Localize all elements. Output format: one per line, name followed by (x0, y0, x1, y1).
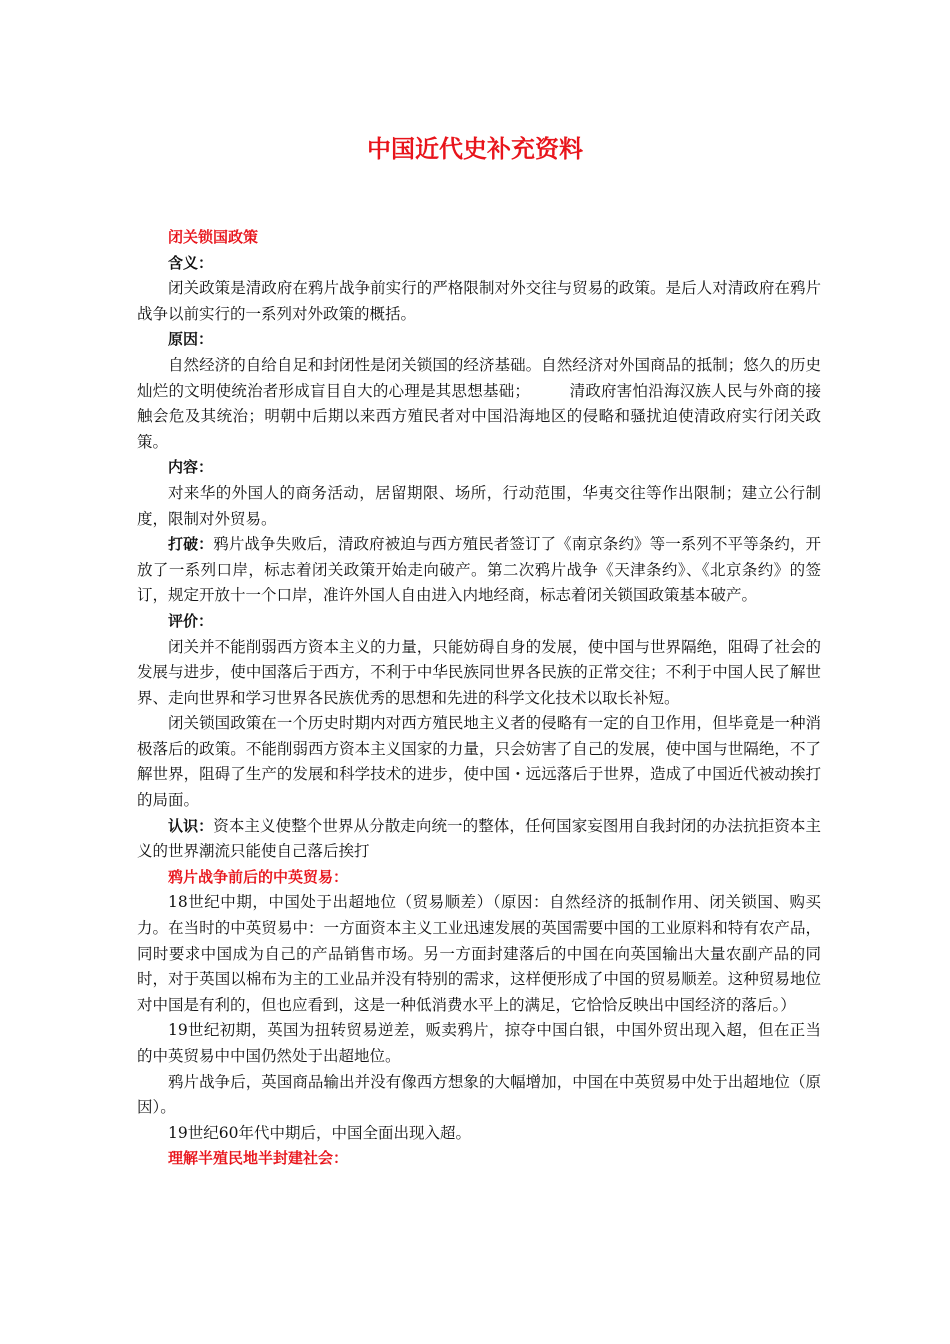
content-label: 内容： (168, 458, 214, 477)
trade-paragraph-3: 鸦片战争后，英国商品输出并没有像西方想象的大幅增加，中国在中英贸易中处于出超地位（原因）。 (137, 1072, 821, 1117)
break-label: 打破： (168, 535, 214, 554)
break-paragraph (137, 532, 821, 609)
cause-label: 原因： (168, 330, 214, 349)
content-paragraph: 对来华的外国人的商务活动，居留期限、场所，行动范围，华夷交往等作出限制；建立公行制度，限制对外贸易。 (137, 483, 821, 528)
document-title: 中国近代史补充资料 (367, 135, 583, 163)
insight-text: 资本主义使整个世界从分散走向统一的整体，任何国家妄图用自我封闭的办法抗拒资本主义的世界潮流只能使自己落后挨打 (137, 816, 821, 861)
section-heading-closed-door-policy: 闭关锁国政策 (168, 228, 259, 246)
document-body (137, 225, 821, 1172)
trade-paragraph-4: 19世纪60年代中期后，中国全面出现入超。 (168, 1123, 471, 1142)
section-heading-sino-british-trade: 鸦片战争前后的中英贸易： (168, 867, 349, 886)
evaluation-paragraph-1: 闭关并不能削弱西方资本主义的力量，只能妨碍自身的发展，使中国与世界隔绝，阻碍了社会的发展与进步，使中国落后于西方，不利于中华民族同世界各民族的正常交往；不利于中国人民了解世界、走向世界和学习世界各民族优秀的思想和先进的科学文化技术以取长补短。 (137, 637, 821, 707)
trade-paragraph-1: 18世纪中期，中国处于出超地位（贸易顺差）（原因：自然经济的抵制作用、闭关锁国、购买力。在当时的中英贸易中：一方面资本主义工业迅速发展的英国需要中国的工业原料和特有农产品，同时要求中国成为自己的产品销售市场。另一方面封建落后的中国在向英国输出大量农副产品的同时，对于英国以棉布为主的工业品并没有特别的需求，这样便形成了中国的贸易顺差。这种贸易地位对中国是有利的，但也应看到，这是一种低消费水平上的满足，它恰恰反映出中国经济的落后。） (137, 893, 821, 1014)
insight-paragraph (137, 814, 821, 865)
cause-paragraph: 自然经济的自给自足和封闭性是闭关锁国的经济基础。自然经济对外国商品的抵制；悠久的历史灿烂的文明使统治者形成盲目自大的心理是其思想基础； 清政府害怕沿海汉族人民与外商的接触会危及其统治；明朝中后期以来西方殖民者对中国沿海地区的侵略和骚扰迫使清政府实行闭关政策。 (137, 355, 821, 451)
meaning-label: 含义： (168, 253, 214, 272)
trade-paragraph-2: 19世纪初期，英国为扭转贸易逆差，贩卖鸦片，掠夺中国白银，中国外贸出现入超，但在正当的中英贸易中中国仍然处于出超地位。 (137, 1021, 821, 1065)
insight-label: 认识： (168, 816, 214, 835)
section-heading-semi-colonial-society: 理解半殖民地半封建社会： (168, 1149, 349, 1168)
evaluation-paragraph-2: 闭关锁国政策在一个历史时期内对西方殖民地主义者的侵略有一定的自卫作用，但毕竟是一种消极落后的政策。不能削弱西方资本主义国家的力量，只会妨害了自己的发展，使中国与世隔绝，不了解世界，阻碍了生产的发展和科学技术的进步，使中国・远远落后于世界，造成了中国近代被动挨打的局面。 (137, 714, 821, 810)
meaning-paragraph: 闭关政策是清政府在鸦片战争前实行的严格限制对外交往与贸易的政策。是后人对清政府在鸦片战争以前实行的一系列对外政策的概括。 (137, 279, 821, 323)
break-text: 鸦片战争失败后，清政府被迫与西方殖民者签订了《南京条约》等一系列不平等条约，开放了一系列口岸，标志着闭关政策开始走向破产。第二次鸦片战争《天津条约》、《北京条约》的签订，规定开放十一个口岸，准许外国人自由进入内地经商，标志着闭关锁国政策基本破产。 (137, 535, 821, 605)
evaluation-label: 评价： (168, 611, 214, 630)
